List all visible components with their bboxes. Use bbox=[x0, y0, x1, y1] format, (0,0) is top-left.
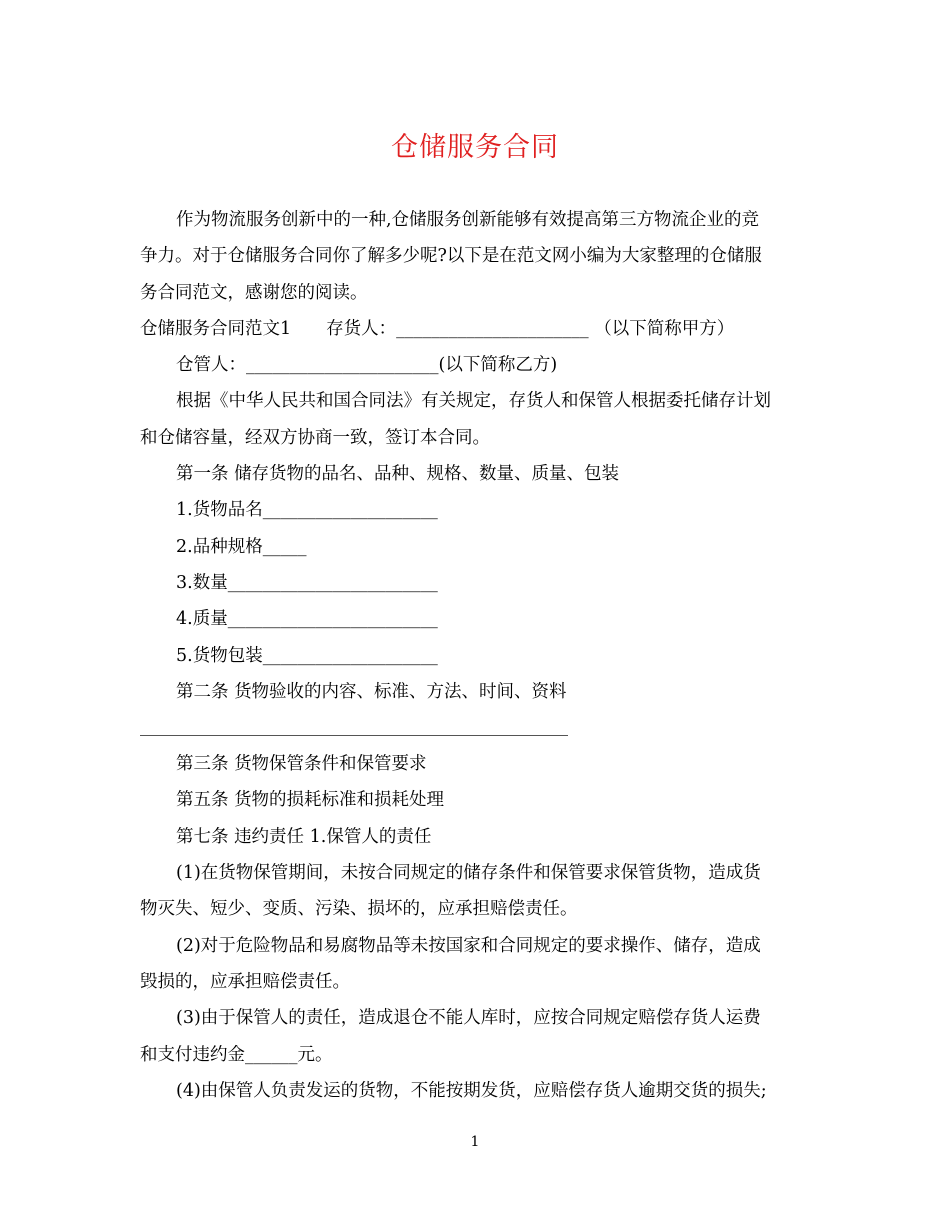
document-body bbox=[140, 202, 820, 1109]
paragraph-line: 争力。对于仓储服务合同你了解多少呢?以下是在范文网小编为大家整理的仓储服 bbox=[140, 246, 762, 267]
clause-heading: 第三条 货物保管条件和保管要求 bbox=[176, 754, 427, 775]
paragraph-line: (2)对于危险物品和易腐物品等未按国家和合同规定的要求操作、储存，造成 bbox=[176, 935, 761, 956]
page-number: 1 bbox=[470, 1134, 480, 1150]
paragraph-line: (1)在货物保管期间，未按合同规定的储存条件和保管要求保管货物，造成货 bbox=[176, 863, 761, 884]
clause-heading: 第七条 违约责任 1.保管人的责任 bbox=[176, 826, 432, 847]
clause-heading: 第一条 储存货物的品名、品种、规格、数量、质量、包装 bbox=[176, 464, 620, 485]
fill-in-line: 4.质量________________________ bbox=[176, 609, 438, 630]
fill-in-line: 5.货物包装____________________ bbox=[176, 645, 438, 666]
blank-line-area bbox=[140, 710, 820, 746]
paragraph-line: 仓储服务合同范文1 存货人：______________________ （以下简称甲方） bbox=[140, 318, 735, 339]
blank-fill-line bbox=[140, 735, 568, 736]
paragraph-line: 和支付违约金______元。 bbox=[140, 1044, 333, 1065]
paragraph-line: 和仓储容量，经双方协商一致，签订本合同。 bbox=[140, 427, 490, 448]
fill-in-line: 2.品种规格_____ bbox=[176, 536, 307, 557]
paragraph-line: 物灭失、短少、变质、污染、损坏的，应承担赔偿责任。 bbox=[140, 899, 578, 920]
paragraph-line: 作为物流服务创新中的一种,仓储服务创新能够有效提高第三方物流企业的竞 bbox=[176, 210, 760, 230]
clause-heading: 第二条 货物验收的内容、标准、方法、时间、资料 bbox=[176, 681, 567, 702]
clause-heading: 第五条 货物的损耗标准和损耗处理 bbox=[176, 790, 445, 811]
paragraph-line: 根据《中华人民共和国合同法》有关规定，存货人和保管人根据委托储存计划 bbox=[176, 391, 771, 412]
paragraph-line: 毁损的，应承担赔偿责任。 bbox=[140, 971, 350, 992]
document-title: 仓储服务合同 bbox=[391, 132, 559, 163]
paragraph-line: (3)由于保管人的责任，造成退仓不能人库时，应按合同规定赔偿存货人运费 bbox=[176, 1008, 761, 1029]
paragraph-line: (4)由保管人负责发运的货物，不能按期发货，应赔偿存货人逾期交货的损失; bbox=[176, 1080, 767, 1101]
fill-in-line: 1.货物品名____________________ bbox=[176, 500, 438, 521]
paragraph-line: 仓管人：______________________(以下简称乙方) bbox=[176, 355, 558, 376]
paragraph-line: 务合同范文，感谢您的阅读。 bbox=[140, 282, 368, 303]
fill-in-line: 3.数量________________________ bbox=[176, 572, 438, 593]
